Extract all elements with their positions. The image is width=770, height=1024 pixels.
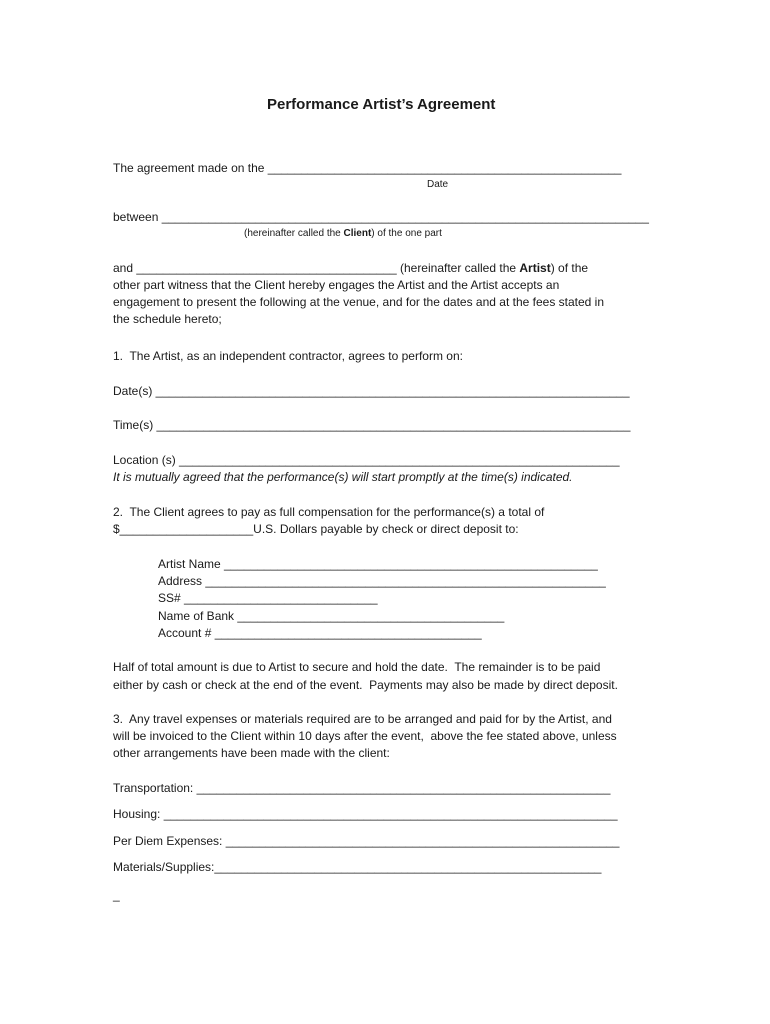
client-caption-text-end: ) of the one part bbox=[371, 228, 442, 239]
section-2-line-1: 2. The Client agrees to pay as full compensation for the performance(s) a total of bbox=[113, 505, 545, 519]
artist-line-text-end: ) of the bbox=[550, 261, 589, 275]
section-1-heading: 1. The Artist, as an independent contractor, agrees to perform on: bbox=[113, 349, 463, 363]
agreement-date-line[interactable]: The agreement made on the _____________________________________________________ bbox=[113, 161, 622, 175]
address-field[interactable]: Address ____________________________________________________________ bbox=[158, 574, 606, 588]
payment-para-line-1: Half of total amount is due to Artist to secure and hold the date. The remainder is to be paid bbox=[113, 660, 601, 674]
bank-name-field[interactable]: Name of Bank ________________________________________ bbox=[158, 609, 505, 623]
client-caption bbox=[244, 227, 442, 241]
dates-field[interactable]: Date(s) _______________________________________________________________________ bbox=[113, 384, 630, 398]
section-3-line-2: will be invoiced to the Client within 10 days after the event, above the fee stated above, unless bbox=[113, 729, 617, 743]
transportation-field[interactable]: Transportation: ______________________________________________________________ bbox=[113, 781, 611, 795]
account-number-field[interactable]: Account # ________________________________________ bbox=[158, 626, 482, 640]
artist-line-bold: Artist bbox=[519, 261, 551, 275]
location-field[interactable]: Location (s) __________________________________________________________________ bbox=[113, 453, 620, 467]
artist-para-line-2: other part witness that the Client hereby engages the Artist and the Artist accepts an bbox=[113, 278, 560, 292]
ssn-field[interactable]: SS# _____________________________ bbox=[158, 591, 378, 605]
artist-para-line-4: the schedule hereto; bbox=[113, 312, 222, 326]
section-3-line-3: other arrangements have been made with the client: bbox=[113, 746, 390, 760]
payment-para-line-2: either by cash or check at the end of the event. Payments may also be made by direct deposit. bbox=[113, 678, 618, 692]
artist-para-line-3: engagement to present the following at the venue, and for the dates and at the fees stated in bbox=[113, 295, 605, 309]
client-caption-bold: Client bbox=[343, 228, 372, 239]
housing-field[interactable]: Housing: ____________________________________________________________________ bbox=[113, 807, 618, 821]
start-time-note: It is mutually agreed that the performance(s) will start promptly at the time(s) indicated. bbox=[113, 470, 573, 484]
artist-line[interactable] bbox=[113, 260, 588, 277]
page-title: Performance Artist’s Agreement bbox=[267, 96, 496, 113]
per-diem-field[interactable]: Per Diem Expenses: ___________________________________________________________ bbox=[113, 834, 620, 848]
client-name-line[interactable]: between _________________________________________________________________________ bbox=[113, 210, 649, 224]
times-field[interactable]: Time(s) _______________________________________________________________________ bbox=[113, 418, 631, 432]
artist-line-text: and _______________________________________ (hereinafter called the bbox=[113, 261, 520, 275]
materials-supplies-field[interactable]: Materials/Supplies:__________________________________________________________ bbox=[113, 860, 602, 874]
date-caption: Date bbox=[427, 179, 449, 190]
client-caption-text: (hereinafter called the bbox=[244, 228, 344, 239]
artist-name-field[interactable]: Artist Name ________________________________________________________ bbox=[158, 557, 598, 571]
total-amount-field[interactable]: $____________________U.S. Dollars payable by check or direct deposit to: bbox=[113, 522, 519, 536]
section-3-line-1: 3. Any travel expenses or materials required are to be arranged and paid for by the Artist, and bbox=[113, 712, 612, 726]
trailing-underscore: _ bbox=[113, 888, 120, 902]
